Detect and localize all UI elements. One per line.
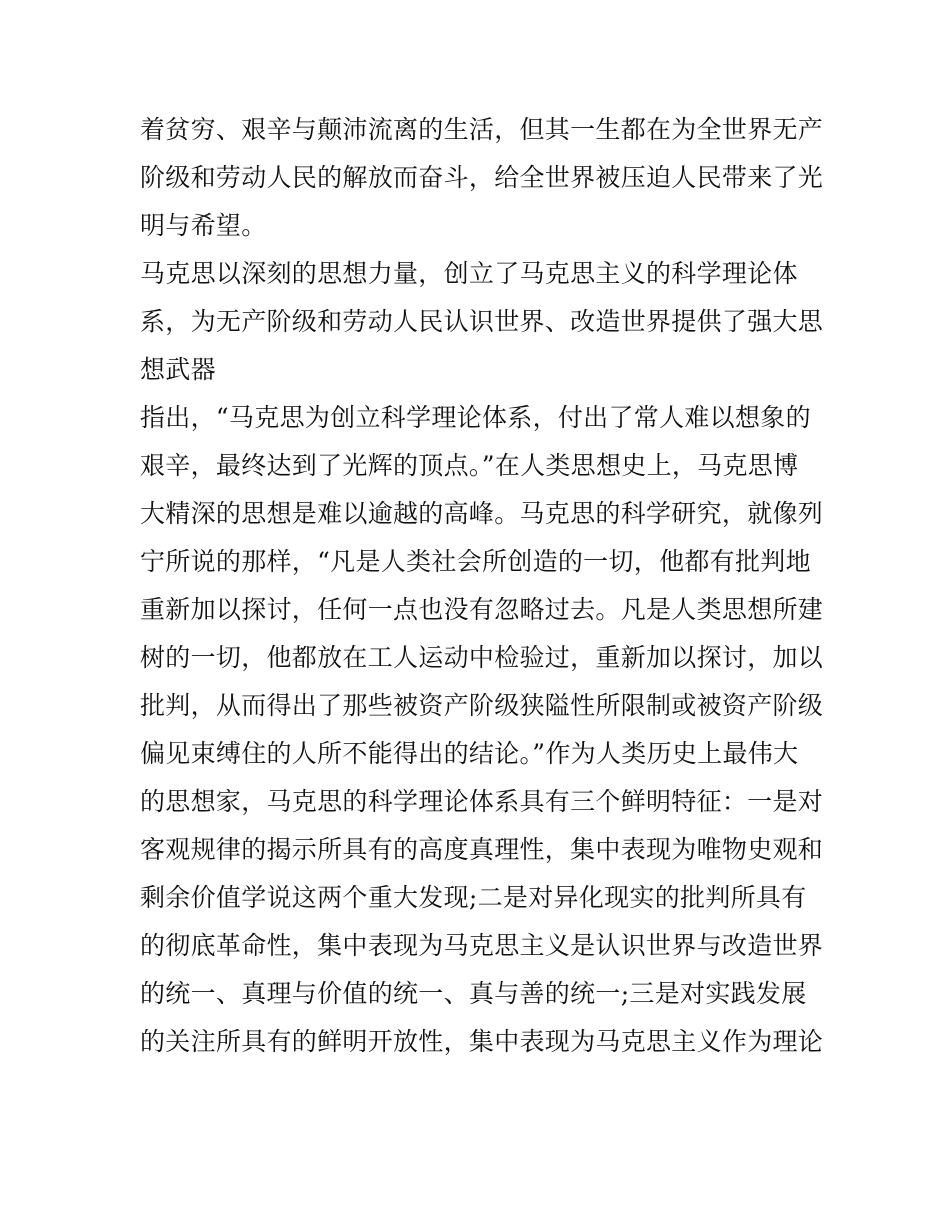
text-line: 的关注所具有的鲜明开放性，集中表现为马克思主义作为理论	[140, 1027, 824, 1056]
text-line: 阶级和劳动人民的解放而奋斗，给全世界被压迫人民带来了光	[140, 163, 824, 192]
text-line: 的统一、真理与价值的统一、真与善的统一;三是对实践发展	[140, 979, 807, 1008]
text-line: 重新加以探讨，任何一点也没有忽略过去。凡是人类思想所建	[140, 595, 824, 624]
text-line: 艰辛，最终达到了光辉的顶点。”在人类思想史上，马克思博	[140, 451, 799, 480]
text-line: 偏见束缚住的人所不能得出的结论。”作为人类历史上最伟大	[140, 739, 799, 768]
text-line: 宁所说的那样，“凡是人类社会所创造的一切，他都有批判地	[140, 547, 811, 576]
text-line: 系，为无产阶级和劳动人民认识世界、改造世界提供了强大思	[140, 307, 824, 336]
text-line: 剩余价值学说这两个重大发现;二是对异化现实的批判所具有	[140, 883, 807, 912]
text-line: 明与希望。	[140, 211, 267, 240]
text-line: 的思想家，马克思的科学理论体系具有三个鲜明特征：一是对	[140, 787, 824, 816]
text-line: 客观规律的揭示所具有的高度真理性，集中表现为唯物史观和	[140, 835, 824, 864]
text-line: 想武器	[140, 355, 216, 384]
document-body	[140, 106, 824, 1066]
text-line: 着贫穷、艰辛与颠沛流离的生活，但其一生都在为全世界无产	[140, 115, 824, 144]
text-line: 批判，从而得出了那些被资产阶级狭隘性所限制或被资产阶级	[140, 691, 824, 720]
text-line: 指出，“马克思为创立科学理论体系，付出了常人难以想象的	[140, 403, 811, 432]
text-line: 树的一切，他都放在工人运动中检验过，重新加以探讨，加以	[140, 643, 824, 672]
text-line: 的彻底革命性，集中表现为马克思主义是认识世界与改造世界	[140, 931, 824, 960]
text-line: 大精深的思想是难以逾越的高峰。马克思的科学研究，就像列	[140, 499, 824, 528]
text-line: 马克思以深刻的思想力量，创立了马克思主义的科学理论体	[140, 259, 798, 288]
